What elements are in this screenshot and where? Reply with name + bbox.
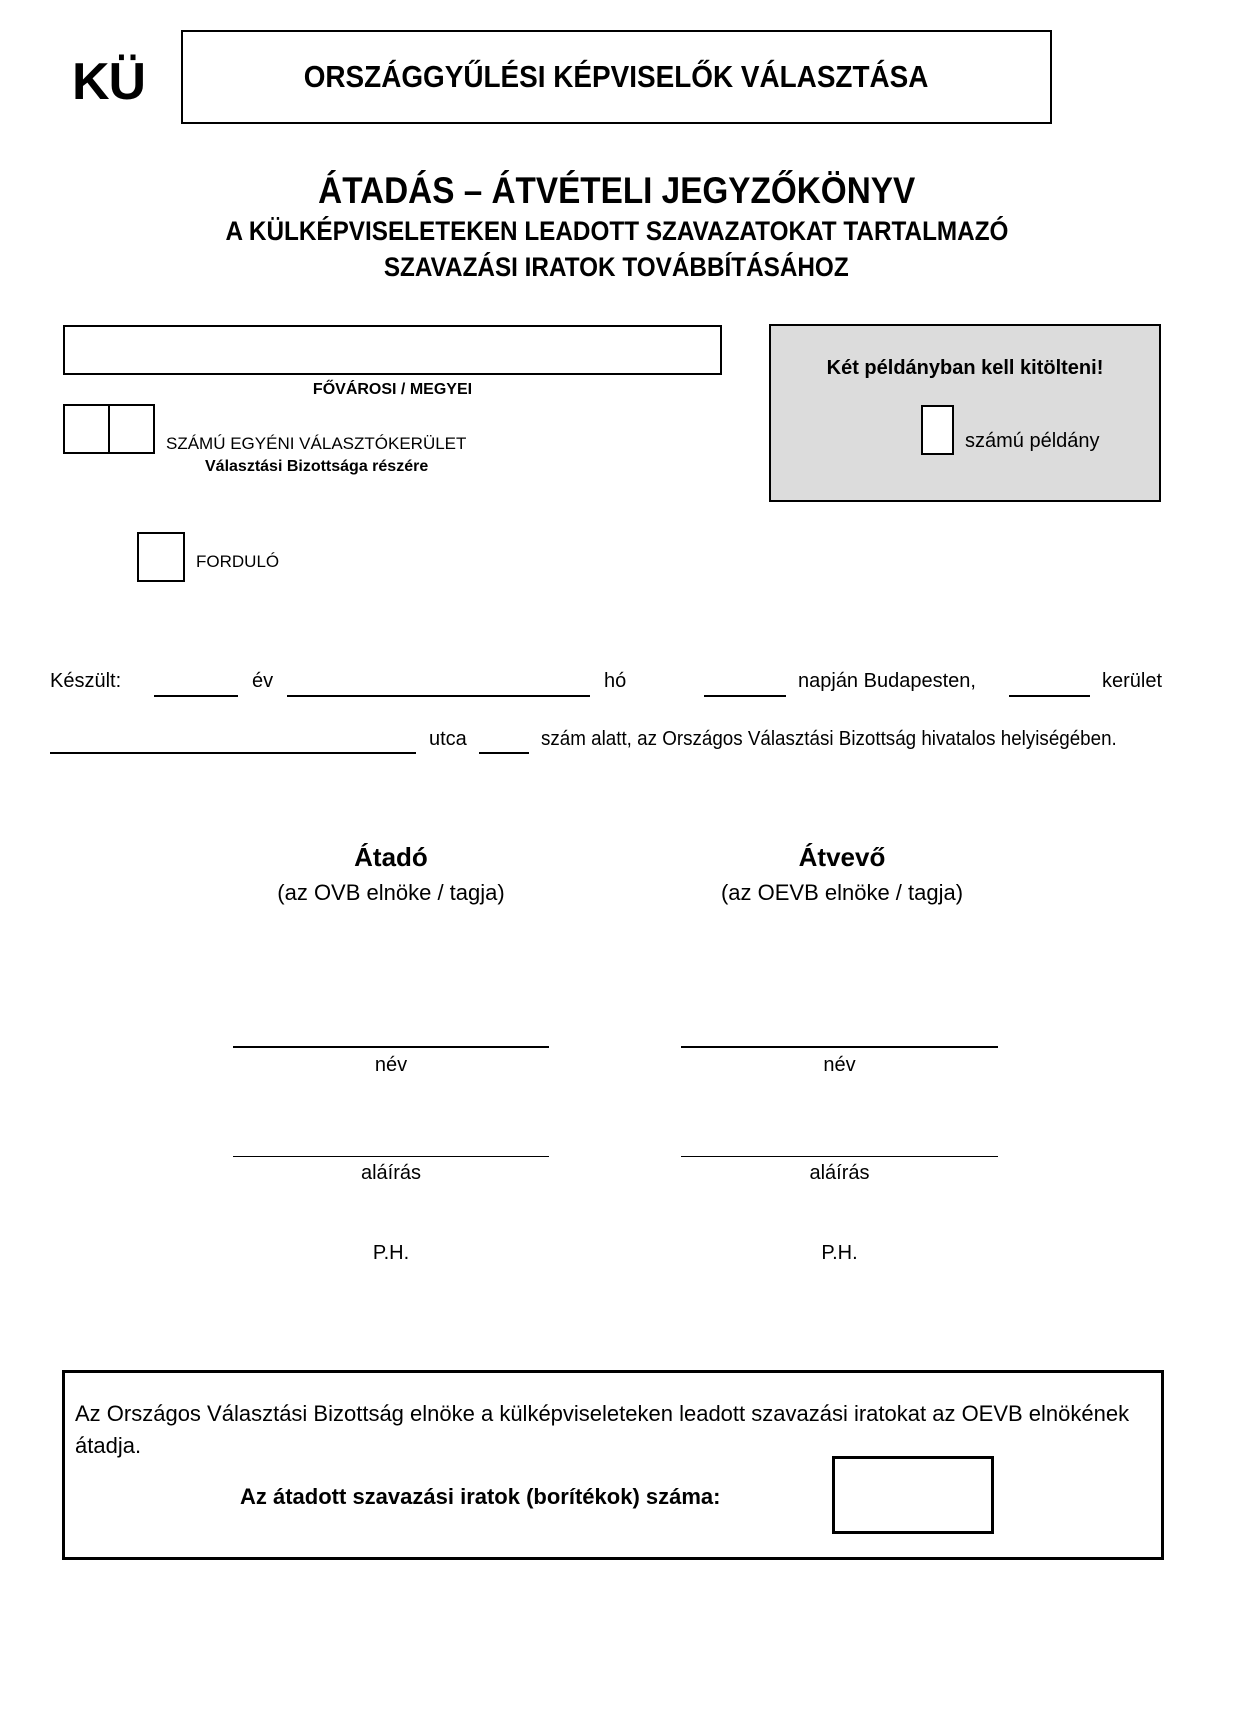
house-number-field[interactable] [479, 752, 529, 754]
copy-number-field[interactable] [921, 405, 954, 455]
district-number-digit-2[interactable] [108, 404, 155, 454]
day-field[interactable] [704, 695, 786, 697]
district-field[interactable] [1009, 695, 1090, 697]
month-field[interactable] [287, 695, 590, 697]
district-number-digit-1[interactable] [63, 404, 110, 454]
round-label: FORDULÓ [196, 552, 280, 571]
giver-role: (az OVB elnöke / tagja) [277, 880, 505, 905]
document-subheading-1: A KÜLKÉPVISELETEKEN LEADOTT SZAVAZATOKAT TARTALMAZÓ [225, 216, 1008, 246]
copies-note-title: Két példányban kell kitölteni! [826, 357, 1104, 379]
giver-title: Átadó [354, 842, 428, 872]
election-title-box [181, 30, 1052, 124]
location-sentence: szám alatt, az Országos Választási Bizottság hivatalos helyiségében. [541, 728, 1117, 750]
round-number-field[interactable] [137, 532, 185, 582]
giver-name-line[interactable] [233, 1046, 549, 1048]
receiver-stamp: P.H. [821, 1242, 858, 1264]
envelope-count-label: Az átadott szavazási iratok (borítékok) száma: [240, 1484, 721, 1509]
day-place-label: napján Budapesten, [798, 670, 976, 692]
receiver-signature-caption: aláírás [809, 1162, 870, 1184]
county-label: FŐVÁROSI / MEGYEI [312, 381, 473, 398]
giver-stamp: P.H. [372, 1242, 410, 1264]
giver-name-caption: név [374, 1054, 408, 1076]
month-label: hó [604, 670, 627, 692]
election-title: ORSZÁGGYŰLÉSI KÉPVISELŐK VÁLASZTÁSA [304, 59, 929, 94]
street-label: utca [429, 728, 467, 750]
county-name-field[interactable] [63, 325, 722, 375]
document-heading: ÁTADÁS – ÁTVÉTELI JEGYZŐKÖNYV [317, 170, 916, 211]
receiver-title: Átvevő [798, 842, 886, 872]
year-field[interactable] [154, 695, 238, 697]
receiver-name-line[interactable] [681, 1046, 998, 1048]
receiver-name-caption: név [823, 1054, 856, 1076]
street-field[interactable] [50, 752, 416, 754]
giver-signature-line[interactable] [233, 1156, 549, 1157]
district-suffix-label: kerület [1102, 670, 1163, 692]
district-label: SZÁMÚ EGYÉNI VÁLASZTÓKERÜLET [166, 434, 467, 453]
document-subheading-2: SZAVAZÁSI IRATOK TOVÁBBÍTÁSÁHOZ [384, 252, 849, 282]
committee-label: Választási Bizottsága részére [205, 458, 429, 475]
receiver-signature-line[interactable] [681, 1156, 998, 1157]
made-prefix: Készült: [50, 670, 122, 692]
year-label: év [252, 670, 274, 692]
copies-note-box [769, 324, 1161, 502]
form-code: KÜ [72, 53, 146, 111]
giver-signature-caption: aláírás [360, 1162, 422, 1184]
envelope-count-field[interactable] [832, 1456, 994, 1534]
receiver-role: (az OEVB elnöke / tagja) [720, 880, 964, 905]
handover-statement: Az Országos Választási Bizottság elnöke a külképviseleteken leadott szavazási iratokat az OEVB elnökének átadja. [75, 1401, 1130, 1458]
copy-number-label: számú példány [965, 430, 1100, 452]
